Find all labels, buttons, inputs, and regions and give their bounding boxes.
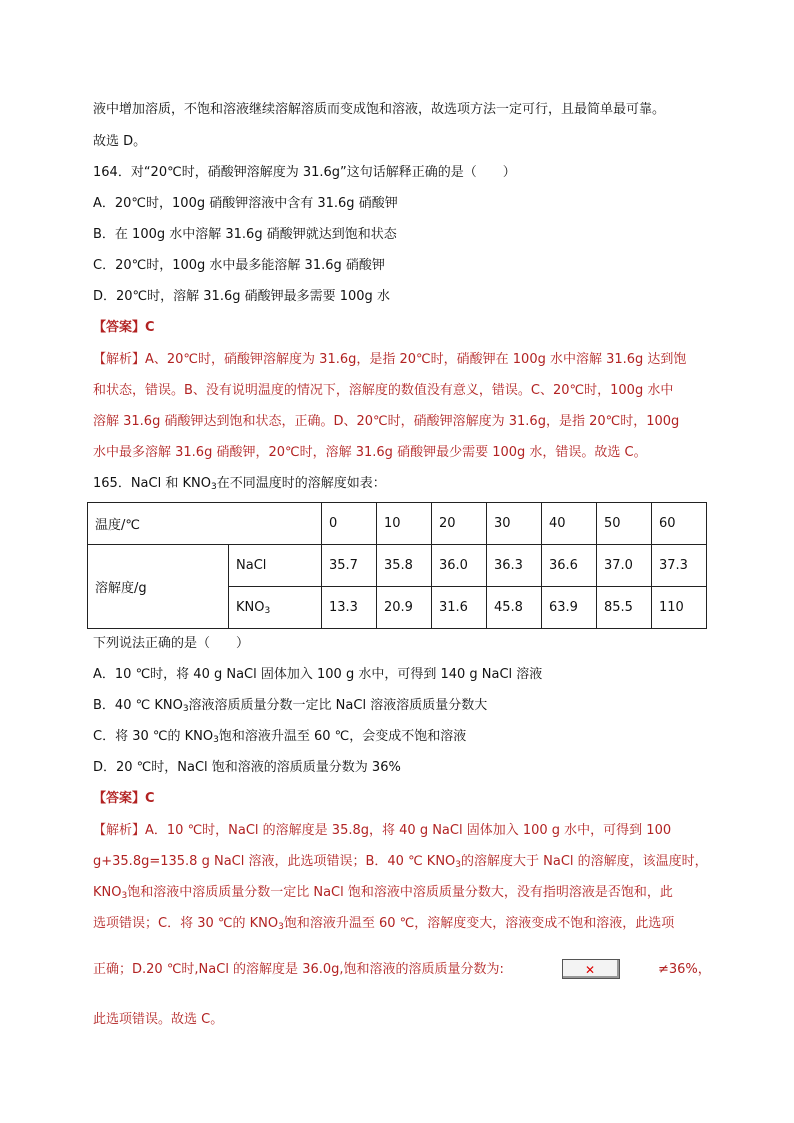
table-cell: 37.0 [597, 545, 652, 587]
text-line: 液中增加溶质，不饱和溶液继续溶解溶质而变成饱和溶液，故选项方法一定可行，且最简单最可靠。 [93, 102, 666, 117]
explanation-text: 的溶解度大于 NaCl 的溶解度，该温度时， [461, 854, 708, 869]
table-cell: 35.7 [322, 545, 377, 587]
explanation-line: 溶解 31.6g 硝酸钾达到饱和状态，正确。D、20℃时，硝酸钾溶解度为 31.6g，是指 20℃时，100g [93, 414, 680, 429]
solubility-table [87, 502, 707, 629]
explanation-line [93, 852, 708, 875]
table-cell: 45.8 [487, 587, 542, 629]
explanation-line: 【解析】A、20℃时，硝酸钾溶解度为 31.6g，是指 20℃时，硝酸钾在 100g 水中溶解 31.6g 达到饱 [93, 352, 687, 367]
nacl-label: NaCl [229, 545, 322, 587]
table-cell: 36.3 [487, 545, 542, 587]
kno3-text: KNO [236, 599, 265, 615]
explanation-line [93, 914, 674, 937]
option-text: 溶液溶质质量分数一定比 NaCl 溶液溶质质量分数大 [188, 698, 488, 713]
table-row [88, 503, 707, 545]
question-165 [93, 474, 386, 497]
temp-header: 温度/℃ [88, 503, 322, 545]
option-a: A．10 ℃时，将 40 g NaCl 固体加入 100 g 水中，可得到 140 g NaCl 溶液 [93, 667, 543, 682]
option-d: D．20 ℃时，NaCl 饱和溶液的溶质质量分数为 36% [93, 760, 401, 775]
subscript: 3 [278, 922, 284, 932]
table-cell: 20 [432, 503, 487, 545]
explanation-text: 饱和溶液中溶质质量分数一定比 NaCl 饱和溶液中溶质质量分数大，没有指明溶液是否饱和，此 [127, 885, 673, 900]
table-cell: 63.9 [542, 587, 597, 629]
table-cell: 50 [597, 503, 652, 545]
subscript: 3 [455, 860, 462, 870]
explanation-line: 正确；D.20 ℃时,NaCl 的溶解度是 36.0g,饱和溶液的溶质质量分数为: [93, 962, 504, 977]
explanation-line: 【解析】A．10 ℃时，NaCl 的溶解度是 35.8g，将 40 g NaCl 固体加入 100 g 水中，可得到 100 [93, 823, 672, 838]
option-d: D．20℃时，溶解 31.6g 硝酸钾最多需要 100g 水 [93, 289, 390, 304]
table-cell: 0 [322, 503, 377, 545]
explanation-text: ≠36%， [658, 962, 711, 977]
explanation-line: 此选项错误。故选 C。 [93, 1012, 224, 1027]
table-cell: 60 [652, 503, 707, 545]
table-cell: 36.6 [542, 545, 597, 587]
explanation-text: KNO [93, 885, 122, 900]
solubility-header: 溶解度/g [88, 545, 229, 629]
answer-165: 【答案】C [93, 791, 155, 806]
subscript: 3 [264, 605, 271, 616]
table-cell: 20.9 [377, 587, 432, 629]
broken-image-icon: ✕ [562, 959, 620, 979]
table-cell: 110 [652, 587, 707, 629]
explanation-line: 和状态，错误。B、没有说明温度的情况下，溶解度的数值没有意义，错误。C、20℃时，100g 水中 [93, 383, 674, 398]
q165-text: 在不同温度时的溶解度如表： [216, 476, 386, 491]
option-text: B．40 ℃ KNO [93, 698, 183, 713]
table-cell: 40 [542, 503, 597, 545]
question-164: 164．对“20℃时，硝酸钾溶解度为 31.6g”这句话解释正确的是（ ） [93, 165, 516, 180]
q165-text: 165．NaCl 和 KNO [93, 476, 211, 491]
kno3-label [229, 587, 322, 629]
option-c [93, 727, 466, 750]
explanation-line [93, 883, 673, 906]
table-cell: 37.3 [652, 545, 707, 587]
answer-164: 【答案】C [93, 320, 155, 335]
table-cell: 85.5 [597, 587, 652, 629]
table-cell: 36.0 [432, 545, 487, 587]
explanation-text: 选项错误；C．将 30 ℃的 KNO [93, 916, 279, 931]
subscript: 3 [213, 735, 219, 745]
explanation-text: g+35.8g=135.8 g NaCl 溶液，此选项错误；B．40 ℃ KNO [93, 854, 456, 869]
subscript: 3 [210, 482, 217, 492]
table-cell: 30 [487, 503, 542, 545]
table-cell: 31.6 [432, 587, 487, 629]
table-cell: 13.3 [322, 587, 377, 629]
option-text: 饱和溶液升温至 60 ℃，会变成不饱和溶液 [218, 729, 467, 744]
table-row [88, 545, 707, 587]
option-b: B．在 100g 水中溶解 31.6g 硝酸钾就达到饱和状态 [93, 227, 397, 242]
question-prompt: 下列说法正确的是（ ） [93, 636, 250, 651]
option-b [93, 696, 487, 719]
subscript: 3 [182, 704, 189, 714]
option-text: C．将 30 ℃的 KNO [93, 729, 214, 744]
option-a: A．20℃时，100g 硝酸钾溶液中含有 31.6g 硝酸钾 [93, 196, 398, 211]
option-c: C．20℃时，100g 水中最多能溶解 31.6g 硝酸钾 [93, 258, 385, 273]
subscript: 3 [121, 891, 128, 901]
table-cell: 10 [377, 503, 432, 545]
explanation-line: 水中最多溶解 31.6g 硝酸钾，20℃时，溶解 31.6g 硝酸钾最少需要 100g 水，错误。故选 C。 [93, 445, 647, 460]
explanation-text: 溶解度变大，溶液变成不饱和溶液，此选项 [427, 916, 675, 931]
explanation-text: 饱和溶液升温至 60 ℃， [283, 916, 428, 931]
text-line: 故选 D。 [93, 134, 147, 149]
table-cell: 35.8 [377, 545, 432, 587]
